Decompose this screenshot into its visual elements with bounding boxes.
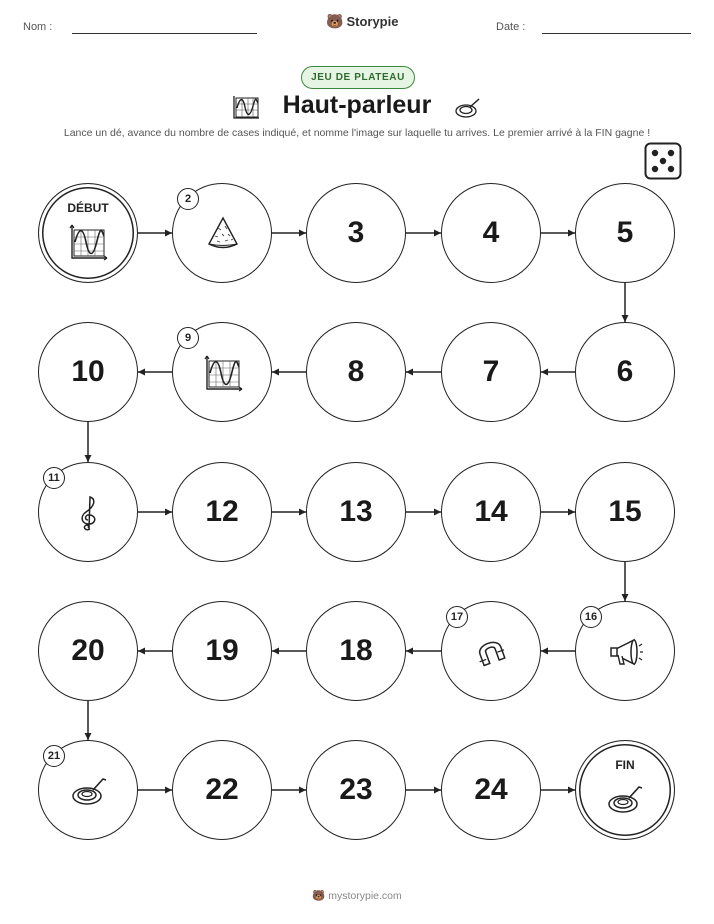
- board-cell: [38, 601, 138, 701]
- cell-number: 24: [474, 773, 508, 806]
- page-title: Haut-parleur: [282, 91, 432, 119]
- cell-number: 4: [482, 216, 500, 249]
- board-cell: [38, 322, 138, 422]
- cell-number-tag: 21: [43, 745, 65, 767]
- cell-number: 22: [205, 773, 239, 806]
- board-cell-picture: [441, 601, 541, 701]
- coil-icon: [69, 771, 109, 816]
- board-cell: [306, 601, 406, 701]
- cell-number: 3: [347, 216, 365, 249]
- cell-number: 19: [205, 634, 239, 667]
- cell-number: 12: [205, 495, 239, 528]
- footer-site: [0, 889, 714, 902]
- graph-icon: [203, 353, 243, 398]
- cell-label: FIN: [615, 758, 635, 772]
- board-cell: [306, 322, 406, 422]
- board-cell: [172, 740, 272, 840]
- board-cell-picture: [575, 601, 675, 701]
- footer-text: mystorypie.com: [328, 890, 402, 902]
- cell-label: DÉBUT: [67, 201, 109, 215]
- board-cell: [172, 462, 272, 562]
- name-label: Nom :: [23, 21, 53, 33]
- cell-number: 20: [71, 634, 105, 667]
- board-cell-picture: [38, 462, 138, 562]
- bear-icon: 🐻: [326, 13, 344, 29]
- board-cell: [575, 183, 675, 283]
- board-cell: [575, 322, 675, 422]
- cell-number-tag: 11: [43, 467, 65, 489]
- cell-number-tag: 17: [446, 606, 468, 628]
- graph-icon: [68, 222, 108, 267]
- cell-number: 5: [616, 216, 634, 249]
- coil-icon: [605, 779, 645, 824]
- date-label: Date :: [496, 21, 526, 33]
- cell-number: 23: [339, 773, 373, 806]
- cell-number: 14: [474, 495, 508, 528]
- board-cell: [306, 183, 406, 283]
- board-cell: [172, 601, 272, 701]
- board-cell: [306, 740, 406, 840]
- cell-number-tag: 16: [580, 606, 602, 628]
- board-cell: [441, 183, 541, 283]
- cell-number: 18: [339, 634, 373, 667]
- board-cell-picture: [38, 740, 138, 840]
- board-cell: [441, 740, 541, 840]
- brand-name: Storypie: [346, 14, 399, 29]
- board-cell: [306, 462, 406, 562]
- cell-number: 15: [608, 495, 642, 528]
- magnet-icon: [472, 632, 512, 677]
- finish-cell: [575, 740, 675, 840]
- cell-number: 7: [482, 355, 500, 388]
- cell-number-tag: 9: [177, 327, 199, 349]
- cone-icon: [203, 214, 243, 259]
- cell-number: 6: [616, 355, 634, 388]
- game-type-badge: JEU DE PLATEAU: [301, 66, 415, 89]
- cell-number-tag: 2: [177, 188, 199, 210]
- bear-icon: 🐻: [312, 890, 326, 902]
- instructions: Lance un dé, avance du nombre de cases indiqué, et nomme l'image sur laquelle tu arrives. Le premier arrivé à la FIN gagne !: [63, 127, 651, 139]
- board-cell-picture: [172, 183, 272, 283]
- treble-clef-icon: [69, 493, 109, 538]
- board-cell-picture: [172, 322, 272, 422]
- megaphone-icon: [606, 632, 646, 677]
- cell-number: 8: [347, 355, 365, 388]
- start-cell: [38, 183, 138, 283]
- board-cell: [575, 462, 675, 562]
- cell-number: 13: [339, 495, 373, 528]
- board-cell: [441, 322, 541, 422]
- cell-number: 10: [71, 355, 105, 388]
- board-cell: [441, 462, 541, 562]
